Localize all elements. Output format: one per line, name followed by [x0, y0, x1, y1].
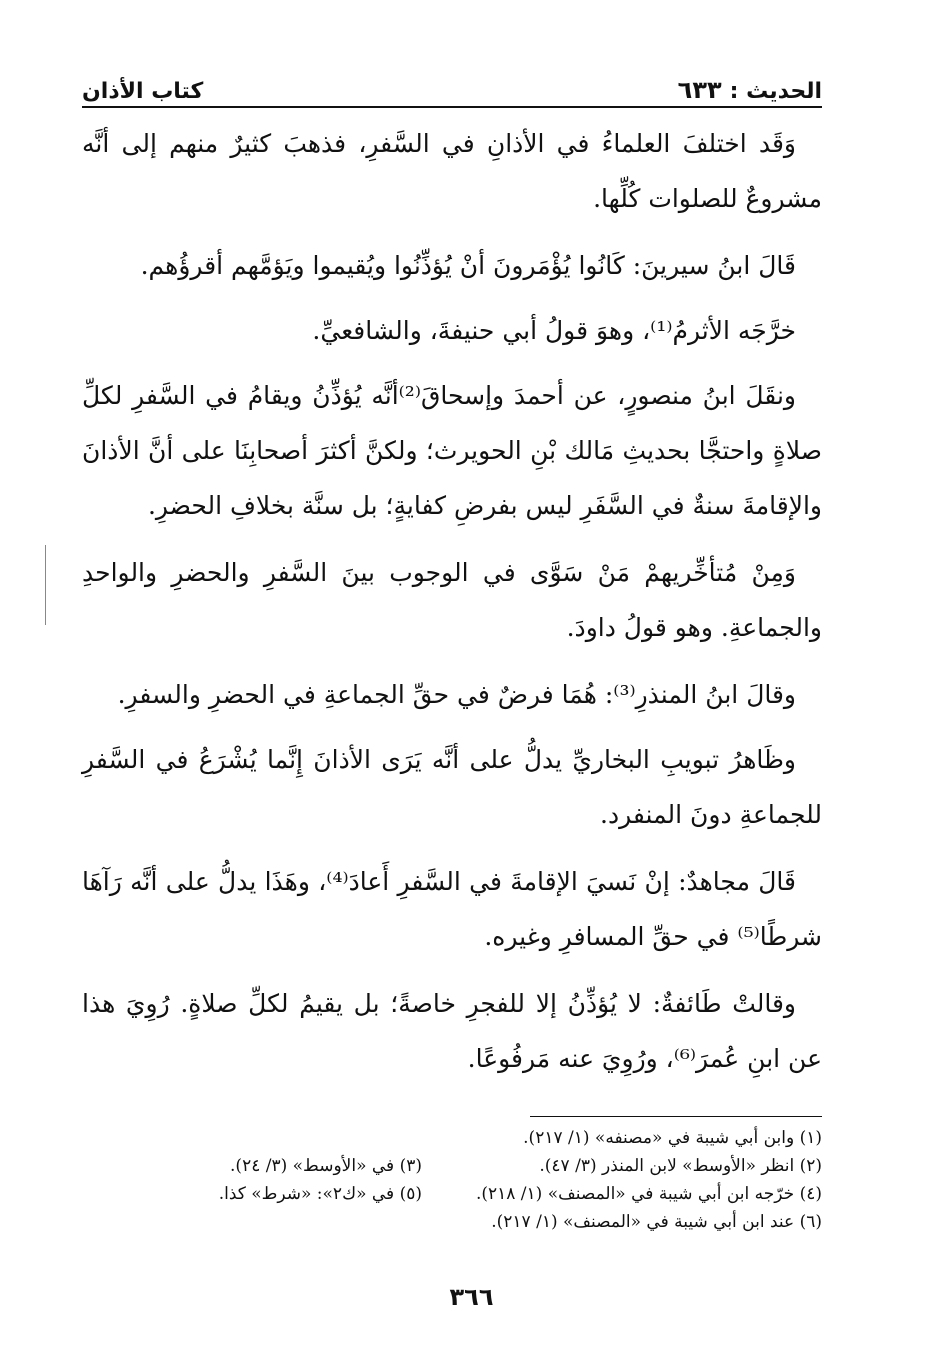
margin-mark — [45, 545, 46, 625]
paragraph: خرَّجَه الأثرمُ⁽¹⁾، وهوَ قولُ أبي حنيفةَ، والشافعيِّ. — [312, 316, 796, 345]
section-label: الحديث : — [729, 79, 822, 104]
paragraph: وَقَد اختلفَ العلماءُ في الأذانِ في السَّفرِ، فذهبَ كثيرٌ منهم إلى أنَّه مشروعٌ للصلوات كُلِّها. — [82, 129, 822, 213]
paragraph: قَالَ ابنُ سيرينَ: كَانُوا يُؤْمَرونَ أنْ يُؤذِّنُوا ويُقيموا ويَؤمَّهم أقرؤُهم. — [140, 251, 796, 280]
paragraph: وَمِنْ مُتأخِّريهمْ مَنْ سَوَّى في الوجوب بينَ السَّفرِ والحضرِ والواحدِ والجماعةِ. وهو قولُ داودَ. — [82, 558, 822, 642]
footnote-1: (١) وابن أبي شيبة في «مصنفه» (١/ ٢١٧). — [523, 1128, 822, 1148]
header-rule — [82, 106, 822, 108]
paragraph: وظَاهرُ تبويبِ البخاريِّ يدلُّ على أنَّه يَرَى الأذانَ إِنَّما يُشْرَعُ في السَّفرِ للجماعةِ دونَ المنفرد. — [82, 745, 822, 829]
paragraph: ونقَلَ ابنُ منصورٍ، عن أحمدَ وإسحاقَ⁽²⁾أنَّه يُؤذِّنُ ويقامُ في السَّفرِ لكلِّ صلاةٍ واحتجَّا بحديثِ مَالك بْنِ الحويرث؛ ولكنَّ أكثرَ أصحابِنَا على أنَّ الأذانَ والإقامةَ سنةٌ في السَّفَرِ ليس بفرضِ كفايةٍ؛ بل سنَّة بخلافِ الحضرِ. — [82, 381, 822, 520]
paragraph: وقالَ ابنُ المنذرِ⁽³⁾: هُمَا فرضٌ في حقِّ الجماعةِ في الحضرِ والسفرِ. — [117, 680, 796, 709]
footnote-6: (٦) عند ابن أبي شيبة في «المصنف» (١/ ٢١٧). — [491, 1212, 822, 1232]
footnote-2: (٢) انظر «الأوسط» لابن المنذر (٣/ ٤٧). — [539, 1156, 822, 1176]
footnote-row — [82, 1152, 822, 1180]
hadith-number: ٦٣٣ — [677, 76, 722, 104]
running-head — [82, 70, 822, 104]
page-number: ٣٦٦ — [449, 1283, 494, 1311]
footnotes — [82, 1124, 822, 1236]
main-text — [82, 116, 822, 1098]
footnote-4: (٤) خرّجه ابن أبي شيبة في «المصنف» (١/ ٢١٨). — [475, 1184, 822, 1204]
footnote-row — [82, 1208, 822, 1236]
footnote-row — [82, 1124, 822, 1152]
paragraph: قَالَ مجاهدٌ: إنْ نَسيَ الإقامةَ في السَّفرِ أَعادَ⁽⁴⁾، وهَذَا يدلُّ على أنَّه رَآهَا شرطًا⁽⁵⁾ في حقِّ المسافرِ وغيره. — [82, 867, 822, 951]
footnote-rule — [530, 1116, 822, 1117]
book-title: كتاب الأذان — [82, 79, 204, 104]
footnote-row — [82, 1180, 822, 1208]
footnote-3: (٣) في «الأوسط» (٣/ ٢٤). — [230, 1156, 422, 1176]
hadith-reference — [678, 76, 822, 104]
footnote-5: (٥) في «ك٢»: «شرط» كذا. — [218, 1184, 422, 1204]
paragraph: وقالتْ طَائفةٌ: لا يُؤذِّنُ إلا للفجرِ خاصةً؛ بل يقيمُ لكلِّ صلاةٍ. رُوِيَ هذا عن ابنِ عُمرَ⁽⁶⁾، ورُوِيَ عنه مَرفُوعًا. — [82, 989, 822, 1073]
